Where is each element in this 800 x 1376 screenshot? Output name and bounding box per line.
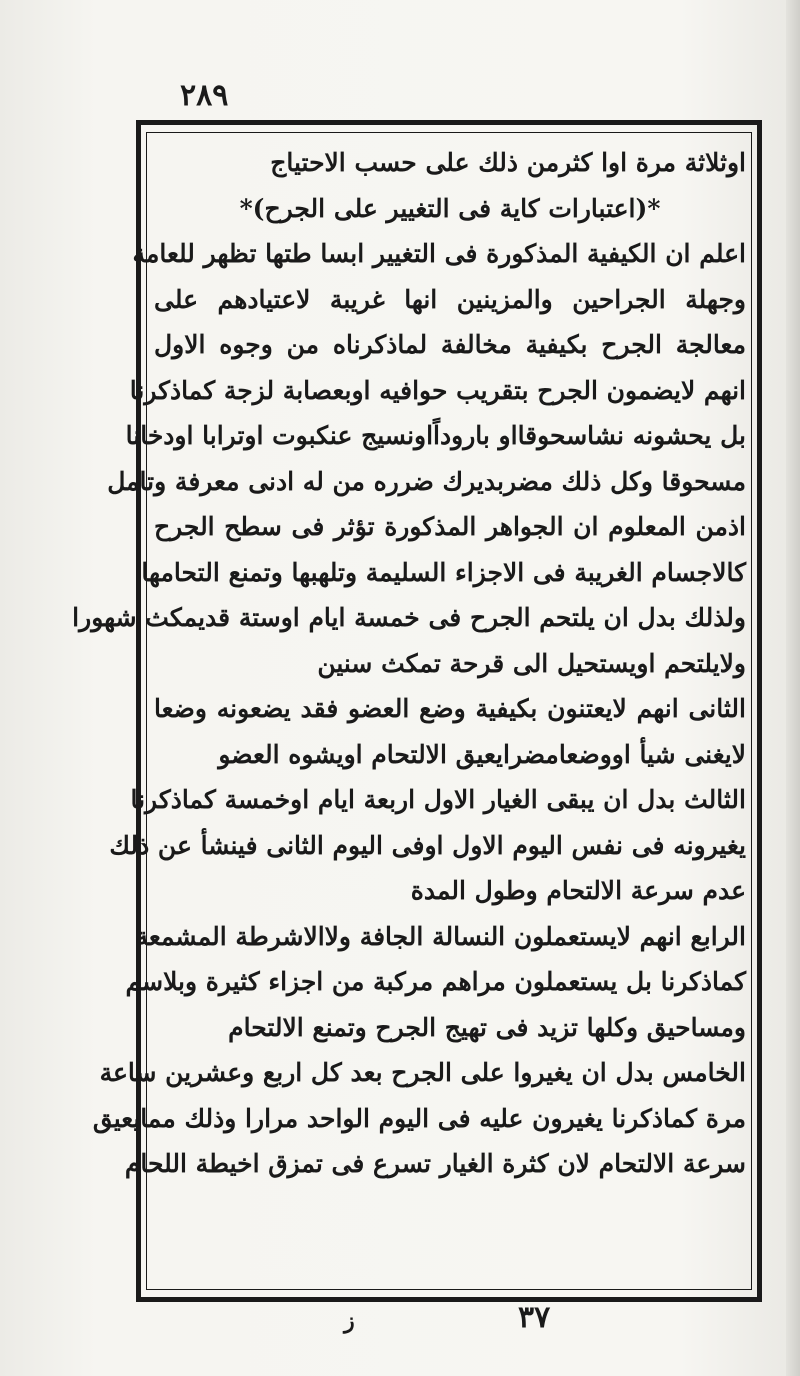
text-line-6: انهم لايضمون الجرح بتقريب حوافيه اوبعصابة لزجة كماذكرنا — [129, 375, 746, 405]
text-line-8: مسحوقا وكل ذلك مضربديرك ضرره من له ادنى معرفة وتامل — [107, 466, 746, 496]
section-heading: *(اعتبارات كاية فى التغيير على الجرح)* — [239, 193, 661, 223]
text-line-19: كماذكرنا بل يستعملون مراهم مركبة من اجزاء كثيرة وبلاسم — [125, 967, 746, 996]
text-line-12: ولايلتحم اويستحيل الى قرحة تمكث سنين — [317, 648, 746, 678]
text-line-13: الثانى انهم لايعتنون بكيفية وضع العضو فقد يضعونه وضعا — [154, 694, 746, 723]
text-line-21: الخامس بدل ان يغيروا على الجرح بعد كل اربع وعشرين ساعة — [99, 1058, 746, 1087]
text-line-16: يغيرونه فى نفس اليوم الاول اوفى اليوم الثانى فينشأ عن ذلك — [109, 830, 746, 860]
text-line-20: ومساحيق وكلها تزيد فى تهيج الجرح وتمنع الالتحام — [228, 1012, 746, 1042]
text-line-10: كالاجسام الغريبة فى الاجزاء السليمة وتلهبها وتمنع التحامها — [141, 557, 746, 587]
text-line-4: وجهلة الجراحين والمزينين انها غريبة لاعتيادهم على — [154, 284, 746, 314]
sheet-number: ٣٧ — [518, 1300, 551, 1335]
text-line-7: بل يحشونه نشاسحوقااو باروداًاونسيج عنكبوت اوترابا اودخانا — [125, 421, 746, 450]
text-line-15: الثالث بدل ان يبقى الغيار الاول اربعة ايام اوخمسة كماذكرنا — [130, 785, 746, 814]
signature-mark: ز — [344, 1308, 355, 1334]
text-line-18: الرابع انهم لايستعملون النسالة الجافة ولاالاشرطة المشمعة — [135, 921, 746, 951]
text-line-14: لايغنى شيأ اووضعامضرايعيق الالتحام اويشوه العضو — [218, 739, 746, 769]
text-line-23: سرعة الالتحام لان كثرة الغيار تسرع فى تمزق اخيطة اللحام — [124, 1149, 746, 1178]
binding-edge — [786, 0, 800, 1376]
text-line-11: ولذلك بدل ان يلتحم الجرح فى خمسة ايام اوستة قديمكث شهورا — [72, 603, 746, 632]
page-number: ٢٨٩ — [180, 78, 229, 113]
text-line-1: اوثلاثة مرة اوا كثرمن ذلك على حسب الاحتياج — [270, 148, 746, 177]
text-line-22: مرة كماذكرنا يغيرون عليه فى اليوم الواحد مرارا وذلك ممايعيق — [92, 1103, 746, 1133]
text-line-5: معالجة الجرح بكيفية مخالفة لماذكرناه من وجوه الاول — [154, 330, 746, 359]
text-line-3: اعلم ان الكيفية المذكورة فى التغيير ابسا طتها تظهر للعامة — [132, 239, 746, 268]
arabic-text-block — [72, 140, 746, 1284]
text-line-9: اذمن المعلوم ان الجواهر المذكورة تؤثر فى سطح الجرح — [154, 512, 746, 541]
text-line-17: عدم سرعة الالتحام وطول المدة — [410, 876, 746, 905]
